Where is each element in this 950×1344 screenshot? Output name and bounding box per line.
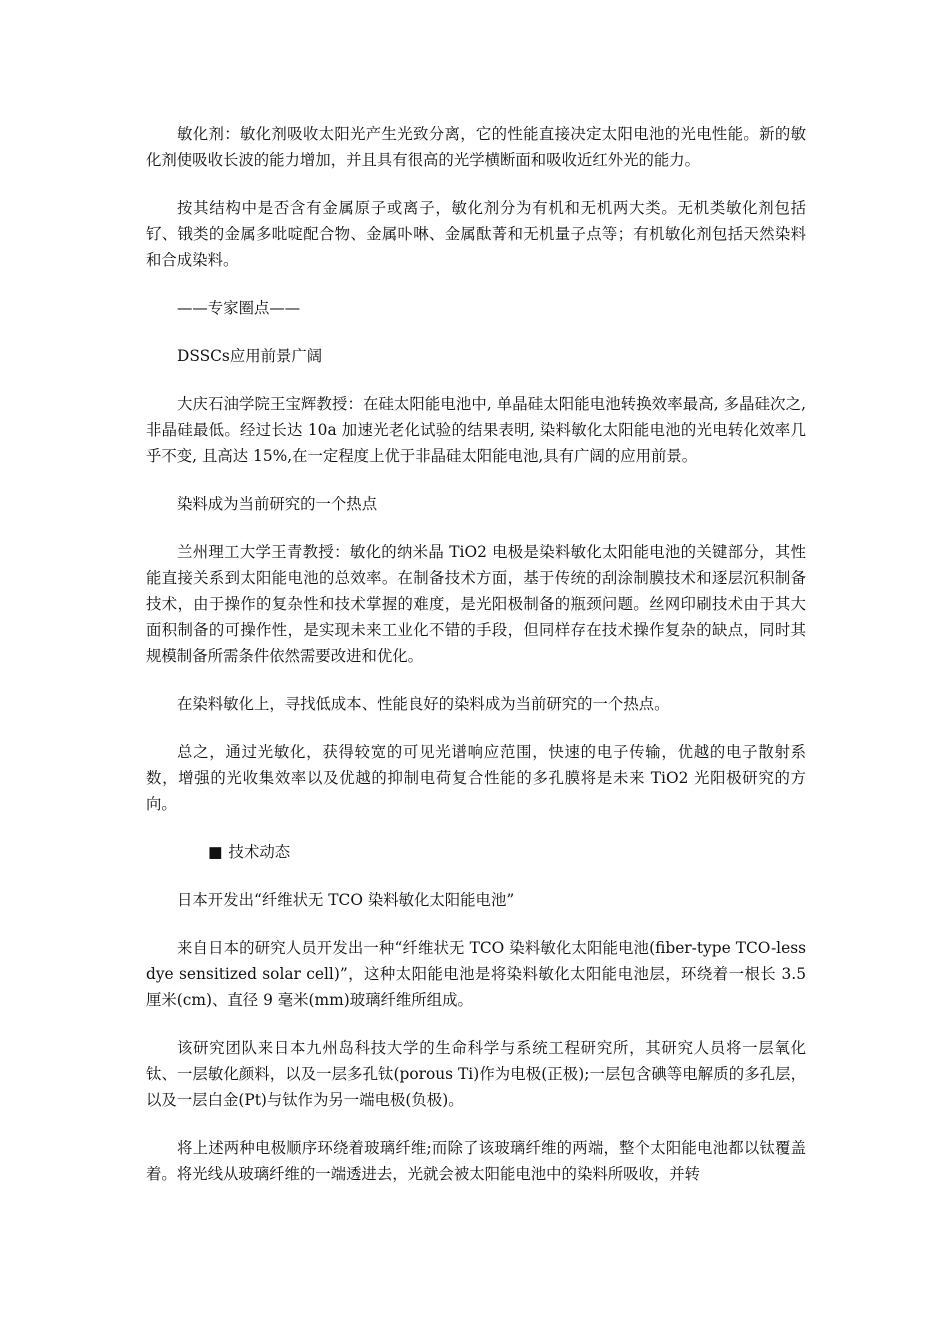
- paragraph-research-team: 该研究团队来日本九州岛科技大学的生命科学与系统工程研究所，其研究人员将一层氧化钛、一层敏化颜料，以及一层多孔钛(porous Ti)作为电极(正极);一层包含碘等电解质的多孔层，以及一层白金(Pt)与钛作为另一端电极(负极)。: [146, 1039, 806, 1109]
- paragraph-electrode-assembly: 将上述两种电极顺序环绕着玻璃纤维;而除了该玻璃纤维的两端，整个太阳能电池都以钛覆盖着。将光线从玻璃纤维的一端透进去，光就会被太阳能电池中的染料所吸收，并转: [146, 1139, 806, 1183]
- subheading-dye-research-hotspot: 染料成为当前研究的一个热点: [177, 495, 378, 513]
- paragraph-conclusion: 总之，通过光敏化，获得较宽的可见光谱响应范围，快速的电子传输，优越的电子散射系数，增强的光收集效率以及优越的抑制电荷复合性能的多孔膜将是未来 TiO2 光阳极研究的方向。: [146, 743, 806, 813]
- subheading-japan-fiber-cell: 日本开发出“纤维状无 TCO 染料敏化太阳能电池”: [177, 891, 515, 909]
- section-heading-expert-comments: ——专家圈点——: [177, 299, 301, 317]
- paragraph-dye-sensitization: 在染料敏化上，寻找低成本、性能良好的染料成为当前研究的一个热点。: [177, 695, 670, 713]
- section-heading-tech-news: [146, 839, 806, 865]
- paragraph-wang-qing: 兰州理工大学王青教授：敏化的纳米晶 TiO2 电极是染料敏化太阳能电池的关键部分，其性能直接关系到太阳能电池的总效率。在制备技术方面，基于传统的刮涂制膜技术和逐层沉积制备技术，由于操作的复杂性和技术掌握的难度，是光阳极制备的瓶颈问题。丝网印刷技术由于其大面积制备的可操作性，是实现未来工业化不错的手段，但同样存在技术操作复杂的缺点，同时其规模制备所需条件依然需要改进和优化。: [146, 543, 806, 665]
- paragraph-sensitizer-classification: 按其结构中是否含有金属原子或离子，敏化剂分为有机和无机两大类。无机类敏化剂包括钌、锇类的金属多吡啶配合物、金属卟啉、金属酞菁和无机量子点等；有机敏化剂包括天然染料和合成染料。: [146, 199, 806, 269]
- paragraph-sensitizer-intro: 敏化剂：敏化剂吸收太阳光产生光致分离，它的性能直接决定太阳电池的光电性能。新的敏化剂使吸收长波的能力增加，并且具有很高的光学横断面和吸收近红外光的能力。: [146, 125, 806, 169]
- square-bullet-icon: ■: [208, 843, 223, 861]
- paragraph-wang-baohui: 大庆石油学院王宝辉教授：在硅太阳能电池中, 单晶硅太阳能电池转换效率最高, 多晶硅次之, 非晶硅最低。经过长达 10a 加速光老化试验的结果表明, 染料敏化太阳能电池的光电转化效率几乎不变, 且高达 15%,在一定程度上优于非晶硅太阳能电池,具有广阔的应用前景。: [146, 395, 806, 465]
- section-heading-tech-news-label: 技术动态: [228, 843, 291, 861]
- paragraph-fiber-cell-description: 来自日本的研究人员开发出一种“纤维状无 TCO 染料敏化太阳能电池(fiber-type TCO-less dye sensitized solar cell)”，这种太阳能电池是将染料敏化太阳能电池层，环绕着一根长 3.5 厘米(cm)、直径 9 毫米(mm)玻璃纤维所组成。: [146, 939, 806, 1009]
- document-body: [146, 121, 806, 1209]
- subheading-dsscs-prospects: DSSCs应用前景广阔: [177, 347, 323, 365]
